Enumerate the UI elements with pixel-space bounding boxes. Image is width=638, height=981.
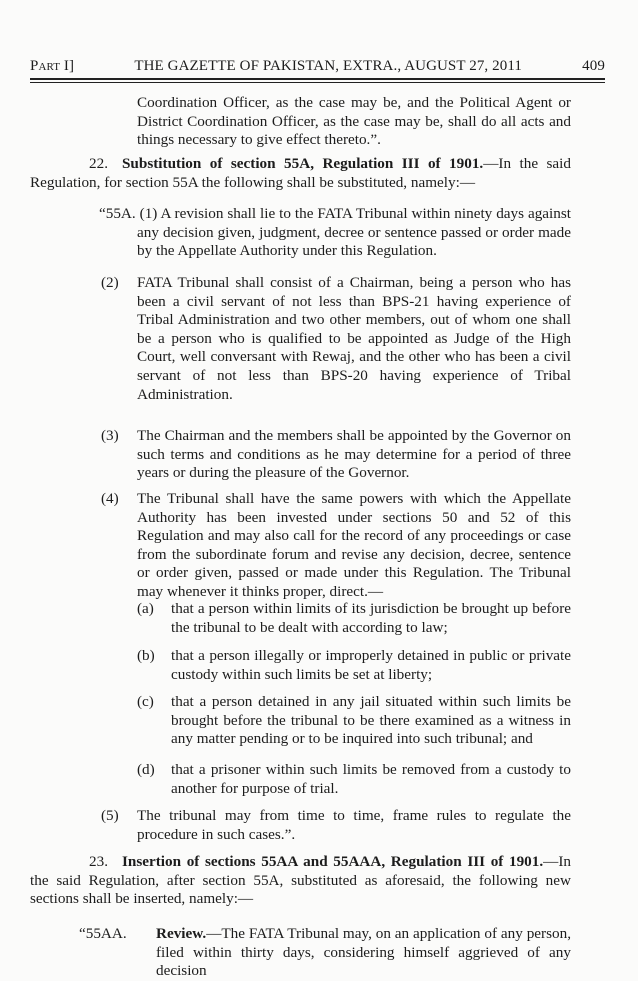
header-rule-thick <box>30 78 605 80</box>
header-page-number: 409 <box>582 58 605 74</box>
item-a-number: (a) <box>137 600 154 617</box>
section-55aa-number: “55AA. <box>79 925 127 942</box>
header-part: Part I] <box>30 58 75 74</box>
section-55a-item-c: that a person detained in any jail situated within such limits be brought before the tribunal to be there examined as a witness in any matter pending or to be inquired into such tribunal; and <box>171 693 571 748</box>
section-23-text: —In the said Regulation, after section 55A, substituted as aforesaid, the following new sections shall be inserted, namely:— <box>30 853 571 908</box>
running-header <box>30 57 605 76</box>
section-23 <box>30 853 571 909</box>
section-22-number: 22. <box>89 155 108 172</box>
section-22 <box>30 155 571 192</box>
section-55aa-text: —The FATA Tribunal may, on an application of any person, filed within thirty days, considering himself aggrieved of any decision <box>156 925 571 980</box>
header-title: THE GAZETTE OF PAKISTAN, EXTRA., AUGUST 27, 2011 <box>134 58 522 74</box>
item-d-number: (d) <box>137 761 155 778</box>
section-23-heading: Insertion of sections 55AA and 55AAA, Regulation III of 1901. <box>121 853 544 870</box>
section-55a-clause-4: The Tribunal shall have the same powers with which the Appellate Authority has been invested under sections 50 and 52 of this Regulation and may also call for the record of any proceedings or case from the subordinate forum and revise any decision, decree, sentence or order given, passed or made under this Regulation. The Tribunal may whenever it thinks proper, direct.— <box>137 490 571 600</box>
section-55aa <box>156 925 571 981</box>
section-55a-item-d: that a prisoner within such limits be removed from a custody to another for purpose of trial. <box>171 761 571 797</box>
section-22-heading: Substitution of section 55A, Regulation III of 1901. <box>121 155 484 172</box>
item-c-number: (c) <box>137 693 154 710</box>
section-55aa-heading: Review. <box>156 925 207 942</box>
section-55a-clause-2: FATA Tribunal shall consist of a Chairman, being a person who has been a civil servant of not less than BPS-21 having experience of Tribal Administration and two other members, out of whom one shall be a person who is qualified to be appointed as Judge of the High Court, well conversant with Rewaj, and the other who has been a civil servant of not less than BPS-20 having experience of Tribal Administration. <box>137 274 571 403</box>
section-55a-clause-1: “55A. (1) A revision shall lie to the FATA Tribunal within ninety days against any decision given, judgment, decree or sentence passed or order made by the Appellate Authority under this Regulation. <box>99 205 571 260</box>
section-55a-item-a: that a person within limits of its jurisdiction be brought up before the tribunal to be dealt with according to law; <box>171 600 571 636</box>
header-rule-thin <box>30 82 605 83</box>
intro-paragraph: Coordination Officer, as the case may be, and the Political Agent or District Coordination Officer, as the case may be, shall do all acts and things necessary to give effect thereto.”. <box>137 94 571 149</box>
clause-3-number: (3) <box>101 427 119 444</box>
section-55a-clause-5: The tribunal may from time to time, frame rules to regulate the procedure in such cases.”. <box>137 807 571 843</box>
clause-2-number: (2) <box>101 274 119 291</box>
clause-4-number: (4) <box>101 490 119 507</box>
section-55a-lead: “55A. (1) <box>99 205 158 222</box>
section-23-number: 23. <box>89 853 108 870</box>
clause-5-number: (5) <box>101 807 119 824</box>
item-b-number: (b) <box>137 647 155 664</box>
section-55a-item-b: that a person illegally or improperly detained in public or private custody within such limits be set at liberty; <box>171 647 571 683</box>
section-55a-clause-3: The Chairman and the members shall be appointed by the Governor on such terms and conditions as he may determine for a period of three years or during the pleasure of the Governor. <box>137 427 571 482</box>
section-22-text: —In the said Regulation, for section 55A the following shall be substituted, namely:— <box>30 155 571 191</box>
